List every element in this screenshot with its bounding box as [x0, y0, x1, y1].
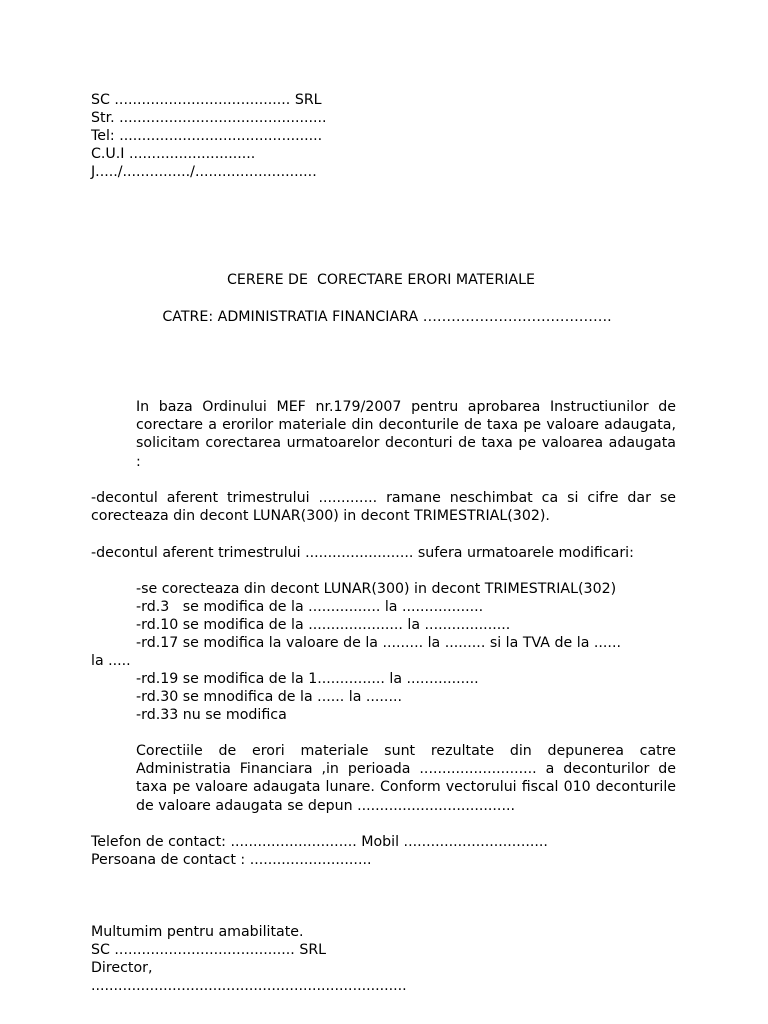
change-item: -rd.3 se modifica de la ................ la .................. [136, 599, 484, 615]
item2-text: -decontul aferent trimestrului ........................ sufera urmatoarele modificari: [91, 545, 634, 561]
change-item: -rd.33 nu se modifica [136, 707, 287, 723]
change-item: -rd.30 se mnodifica de la ...... la ........ [136, 689, 402, 705]
company-line: SC ....................................... SRL [91, 92, 322, 108]
change-item: -se corecteaza din decont LUNAR(300) in decont TRIMESTRIAL(302) [136, 581, 617, 597]
phone-line: Tel: ............................................. [91, 128, 323, 144]
thanks-line: Multumim pentru amabilitate. [91, 924, 304, 940]
change-item-continuation: la ..... [91, 653, 131, 669]
cui-line: C.U.I ............................ [91, 146, 256, 162]
document-title: CERERE DE CORECTARE ERORI MATERIALE [227, 272, 535, 288]
change-item: -rd.17 se modifica la valoare de la ......... la ......... si la TVA de la ...... [136, 635, 621, 651]
item1-paragraph [91, 489, 676, 525]
contact-person: Persoana de contact : ........................... [91, 852, 372, 868]
contact-phone: Telefon de contact: ............................ Mobil ................................ [91, 834, 548, 850]
intro-text: In baza Ordinului MEF nr.179/2007 pentru aprobarea Instructiunilor de corectare a erorilor materiale din deconturile de taxa pe valoare adaugata, solicitam corectarea urmatoarelor deconturi de taxa pe valoarea adaugata : [136, 399, 676, 470]
signature-company: SC ........................................ SRL [91, 942, 327, 958]
recipient-line: CATRE: ADMINISTRATIA FINANCIARA …………………………………. [162, 309, 612, 325]
closing-text: Corectiile de erori materiale sunt rezultate din depunerea catre Administratia Financiara ,in perioada .......................... a deconturilor de taxa pe valoare adaugata lunare. Conform vectorului fiscal 010 deconturile de valoare adaugata se depun ................................... [136, 743, 676, 814]
closing-paragraph [91, 742, 676, 815]
change-item: -rd.19 se modifica de la 1............... la ................ [136, 671, 479, 687]
item2-paragraph [91, 544, 676, 562]
item1-text: -decontul aferent trimestrului ............. ramane neschimbat ca si cifre dar se corecteaza din decont LUNAR(300) in decont TRIMESTRIAL(302). [91, 490, 676, 525]
intro-paragraph [91, 398, 676, 471]
registry-line: J...../.............../........................... [91, 164, 317, 180]
street-line: Str. .............................................. [91, 110, 327, 126]
signature-role: Director, [91, 960, 153, 976]
change-item: -rd.10 se modifica de la ..................... la ................... [136, 617, 511, 633]
signature-line: ...................................................................... [91, 978, 407, 994]
